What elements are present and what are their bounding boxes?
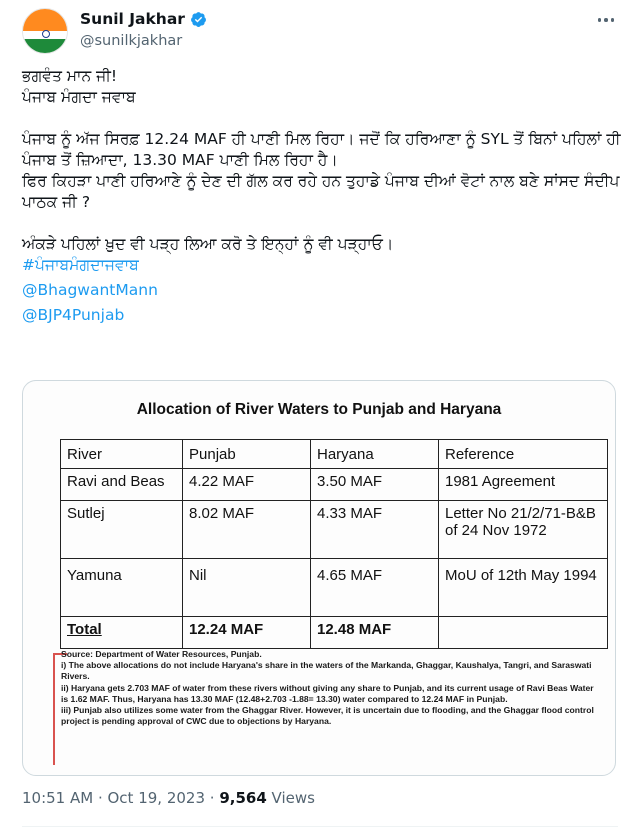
attached-image[interactable] — [22, 380, 616, 776]
table-row — [61, 559, 608, 617]
table-cell: Nil — [183, 559, 311, 617]
tweet-text — [22, 66, 622, 326]
note-line: ii) Haryana gets 2.703 MAF of water from these rivers without giving any share to Punjab, and its current usage of Ravi Beas Water is 1.62 MAF. Thus, Haryana has 13.30 MAF (12.48+2.703 -1.88= 13.30) water compared to 12.24 MAF in Punjab. — [61, 682, 594, 704]
timestamp[interactable]: 10:51 AM · Oct 19, 2023 · — [22, 789, 220, 807]
table-cell: 3.50 MAF — [311, 469, 439, 501]
table-cell: MoU of 12th May 1994 — [439, 559, 608, 617]
table-cell: 8.02 MAF — [183, 501, 311, 559]
note-line: iii) Punjab also utilizes some water from the Ghaggar River. However, it is uncertain due to flooding, and the Ghaggar flood control project is pending approval of CWC due to objections by Haryana. — [61, 705, 594, 727]
table-cell: 4.65 MAF — [311, 559, 439, 617]
more-options-icon[interactable] — [594, 10, 618, 30]
tweet-line: ਪੰਜਾਬ ਨੂੰ ਅੱਜ ਸਿਰਫ਼ 12.24 MAF ਹੀ ਪਾਣੀ ਮਿਲ ਰਿਹਾ। ਜਦੋਂ ਕਿ ਹਰਿਆਣਾ ਨੂੰ SYL ਤੋਂ ਬਿਨਾਂ ਪਹਿਲਾਂ ਹੀ ਪੰਜਾਬ ਤੋਂ ਜ਼ਿਆਦਾ, 13.30 MAF ਪਾਣੀ ਮਿਲ ਰਿਹਾ ਹੈ। — [22, 130, 621, 169]
red-annotation-mark — [53, 653, 55, 765]
table-row — [61, 501, 608, 559]
tweet-line: ਭਗਵੰਤ ਮਾਨ ਜੀ! — [22, 67, 118, 85]
author-name[interactable]: Sunil Jakhar — [80, 10, 185, 28]
column-header: River — [61, 440, 183, 469]
tweet-meta — [22, 789, 315, 807]
table-cell: 12.48 MAF — [311, 617, 439, 649]
mention-link-bhagwantmann[interactable]: @BhagwantMann — [22, 281, 158, 299]
table-row — [61, 469, 608, 501]
mention-link-bjp4punjab[interactable]: @BJP4Punjab — [22, 306, 125, 324]
table-cell — [439, 617, 608, 649]
tweet-line: ਅੰਕੜੇ ਪਹਿਲਾਂ ਖ਼ੁਦ ਵੀ ਪੜ੍ਹ ਲਿਆ ਕਰੋ ਤੇ ਇਨ੍ਹਾਂ ਨੂੰ ਵੀ ਪੜ੍ਹਾਓ। — [22, 235, 394, 253]
flag-green-band — [23, 39, 67, 54]
note-line: Source: Department of Water Resources, Punjab. — [61, 649, 262, 659]
note-line: i) The above allocations do not include Haryana's share in the waters of the Markanda, Ghaggar, Kaushalya, Tangri, and Saraswati Rivers. — [61, 660, 592, 682]
hashtag-link[interactable]: #ਪੰਜਾਬਮੰਗਦਾਜਵਾਬ — [22, 256, 139, 274]
table-cell: 1981 Agreement — [439, 469, 608, 501]
column-header: Punjab — [183, 440, 311, 469]
table-cell: 4.22 MAF — [183, 469, 311, 501]
author-handle[interactable]: @sunilkjakhar — [80, 33, 183, 49]
document-title: Allocation of River Waters to Punjab and Haryana — [136, 401, 502, 418]
author-name-row — [80, 10, 207, 28]
tweet-line: ਪੰਜਾਬ ਮੰਗਦਾ ਜਵਾਬ — [22, 88, 136, 106]
table-cell: 4.33 MAF — [311, 501, 439, 559]
table-cell: Total — [61, 617, 183, 649]
divider — [22, 826, 618, 827]
tweet-line: ਫਿਰ ਕਿਹੜਾ ਪਾਣੀ ਹਰਿਆਣੇ ਨੂੰ ਦੇਣ ਦੀ ਗੱਲ ਕਰ ਰਹੇ ਹਨ ਤੁਹਾਡੇ ਪੰਜਾਬ ਦੀਆਂ ਵੋਟਾਂ ਨਾਲ ਬਣੇ ਸਾਂਸਦ ਸੰਦੀਪ ਪਾਠਕ ਜੀ ? — [22, 172, 620, 211]
table-cell: Yamuna — [61, 559, 183, 617]
table-header-row — [61, 440, 608, 469]
table-cell: 12.24 MAF — [183, 617, 311, 649]
allocation-table — [60, 439, 608, 649]
document-notes — [61, 649, 601, 727]
verified-badge-icon — [190, 11, 207, 28]
column-header: Haryana — [311, 440, 439, 469]
flag-saffron-band — [23, 9, 67, 31]
table-cell: Letter No 21/2/71-B&B of 24 Nov 1972 — [439, 501, 608, 559]
avatar[interactable] — [22, 8, 68, 54]
table-cell: Ravi and Beas — [61, 469, 183, 501]
column-header: Reference — [439, 440, 608, 469]
table-row-total — [61, 617, 608, 649]
views-label: Views — [266, 789, 315, 807]
chakra-icon — [42, 30, 50, 38]
views-count: 9,564 — [219, 789, 267, 807]
table-cell: Sutlej — [61, 501, 183, 559]
